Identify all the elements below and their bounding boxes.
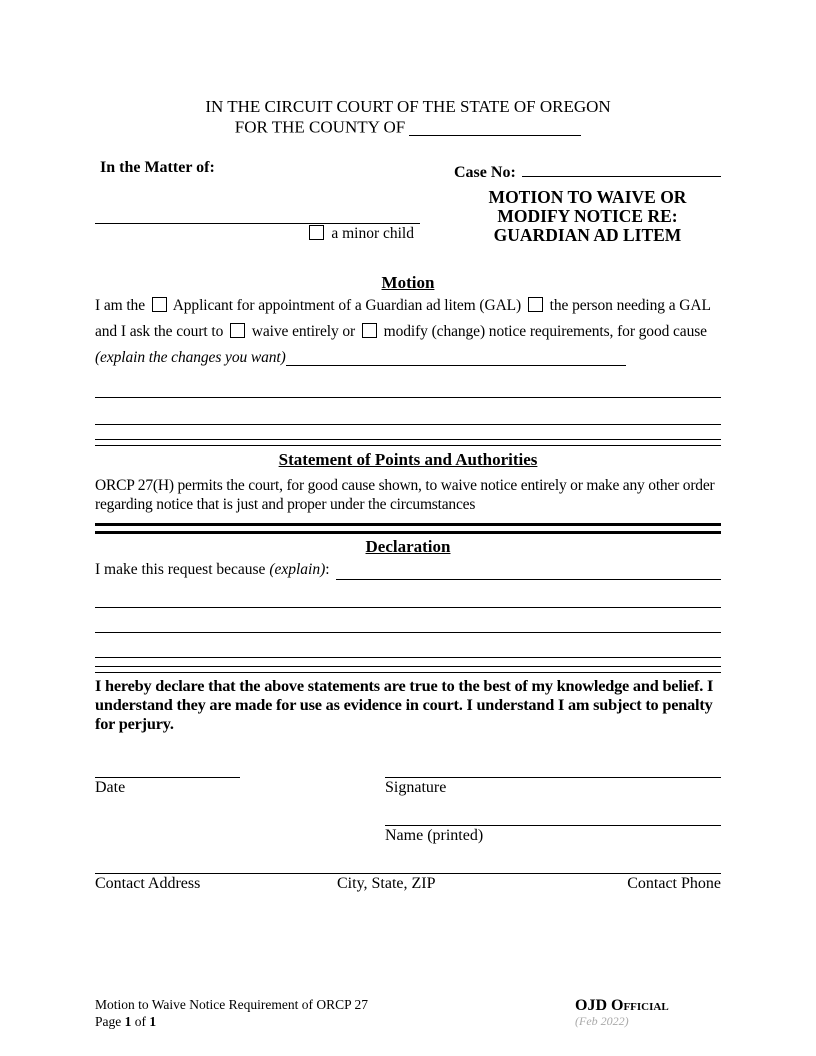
minor-child-label: a minor child	[331, 224, 414, 242]
court-name: IN THE CIRCUIT COURT OF THE STATE OF OREGON	[205, 97, 611, 116]
declaration-heading: Declaration	[365, 536, 451, 556]
section-divider	[95, 439, 721, 446]
page-footer	[95, 997, 721, 1030]
case-caption	[95, 159, 721, 245]
explain-changes-field[interactable]	[286, 348, 626, 366]
request-text: I make this request because	[95, 560, 266, 578]
revision-date: (Feb 2022)	[575, 1014, 629, 1028]
case-no-label: Case No:	[454, 163, 516, 181]
county-label: FOR THE COUNTY OF	[234, 117, 406, 137]
form-title: MOTION TO WAIVE OR MODIFY NOTICE RE: GUARDIAN AD LITEM	[488, 186, 687, 245]
minor-child-checkbox[interactable]	[309, 225, 324, 240]
statement-body: ORCP 27(H) permits the court, for good cause shown, to waive notice entirely or make any other order regarding notice that is just and proper under the circumstances	[95, 476, 715, 513]
explain-changes-hint: (explain the changes you want)	[95, 348, 286, 366]
caption-right	[454, 159, 721, 245]
explain-reason-line-3[interactable]	[95, 633, 721, 658]
explain-changes-line-2[interactable]	[95, 398, 721, 425]
city-state-zip-label: City, State, ZIP	[337, 874, 436, 892]
name-printed-label: Name (printed)	[385, 826, 484, 844]
footer-left	[95, 997, 575, 1030]
contact-labels	[95, 874, 721, 893]
matter-name-field[interactable]	[95, 223, 420, 224]
explain-reason-line-1[interactable]	[95, 583, 721, 608]
motion-seg3: the person needing a GAL and I ask the court to	[95, 296, 711, 340]
request-suffix: :	[325, 560, 330, 578]
modify-notice-checkbox[interactable]	[362, 323, 377, 338]
motion-seg4: waive entirely or	[251, 322, 356, 340]
motion-seg2: Applicant for appointment of a Guardian ad litem (GAL)	[172, 296, 522, 314]
motion-seg1: I am the	[95, 296, 145, 314]
contact-phone-label: Contact Phone	[627, 874, 721, 892]
court-header	[95, 97, 721, 137]
case-number-field[interactable]	[522, 159, 721, 177]
footer-page-info: Page 1 of 1	[95, 1013, 157, 1029]
signature-label: Signature	[385, 778, 447, 796]
explain-reason-field[interactable]	[336, 557, 721, 580]
explain-hint: (explain)	[269, 560, 326, 578]
county-field[interactable]	[409, 116, 581, 136]
motion-seg5: modify (change) notice requirements, for good cause	[383, 322, 707, 340]
ojd-official-brand: OJD Official	[575, 997, 669, 1014]
section-divider	[95, 666, 721, 673]
explain-reason-line-2[interactable]	[95, 608, 721, 633]
person-needing-gal-checkbox[interactable]	[528, 297, 543, 312]
caption-left	[95, 159, 420, 245]
footer-form-title: Motion to Waive Notice Requirement of ORCP 27	[95, 997, 369, 1012]
explain-changes-line-1[interactable]	[95, 371, 721, 398]
contact-address-label: Contact Address	[95, 874, 201, 892]
motion-paragraph	[95, 293, 721, 371]
waive-entirely-checkbox[interactable]	[230, 323, 245, 338]
statement-heading: Statement of Points and Authorities	[278, 449, 538, 469]
footer-right	[575, 997, 721, 1030]
motion-heading: Motion	[381, 272, 435, 292]
date-label: Date	[95, 778, 126, 796]
perjury-statement: I hereby declare that the above statements are true to the best of my knowledge and belief. I understand they are made for use as evidence in court. I understand I am subject to penalty for perjury.	[95, 675, 714, 733]
section-divider	[95, 523, 721, 534]
matter-label: In the Matter of:	[100, 158, 215, 176]
request-row	[95, 557, 721, 583]
applicant-checkbox[interactable]	[152, 297, 167, 312]
